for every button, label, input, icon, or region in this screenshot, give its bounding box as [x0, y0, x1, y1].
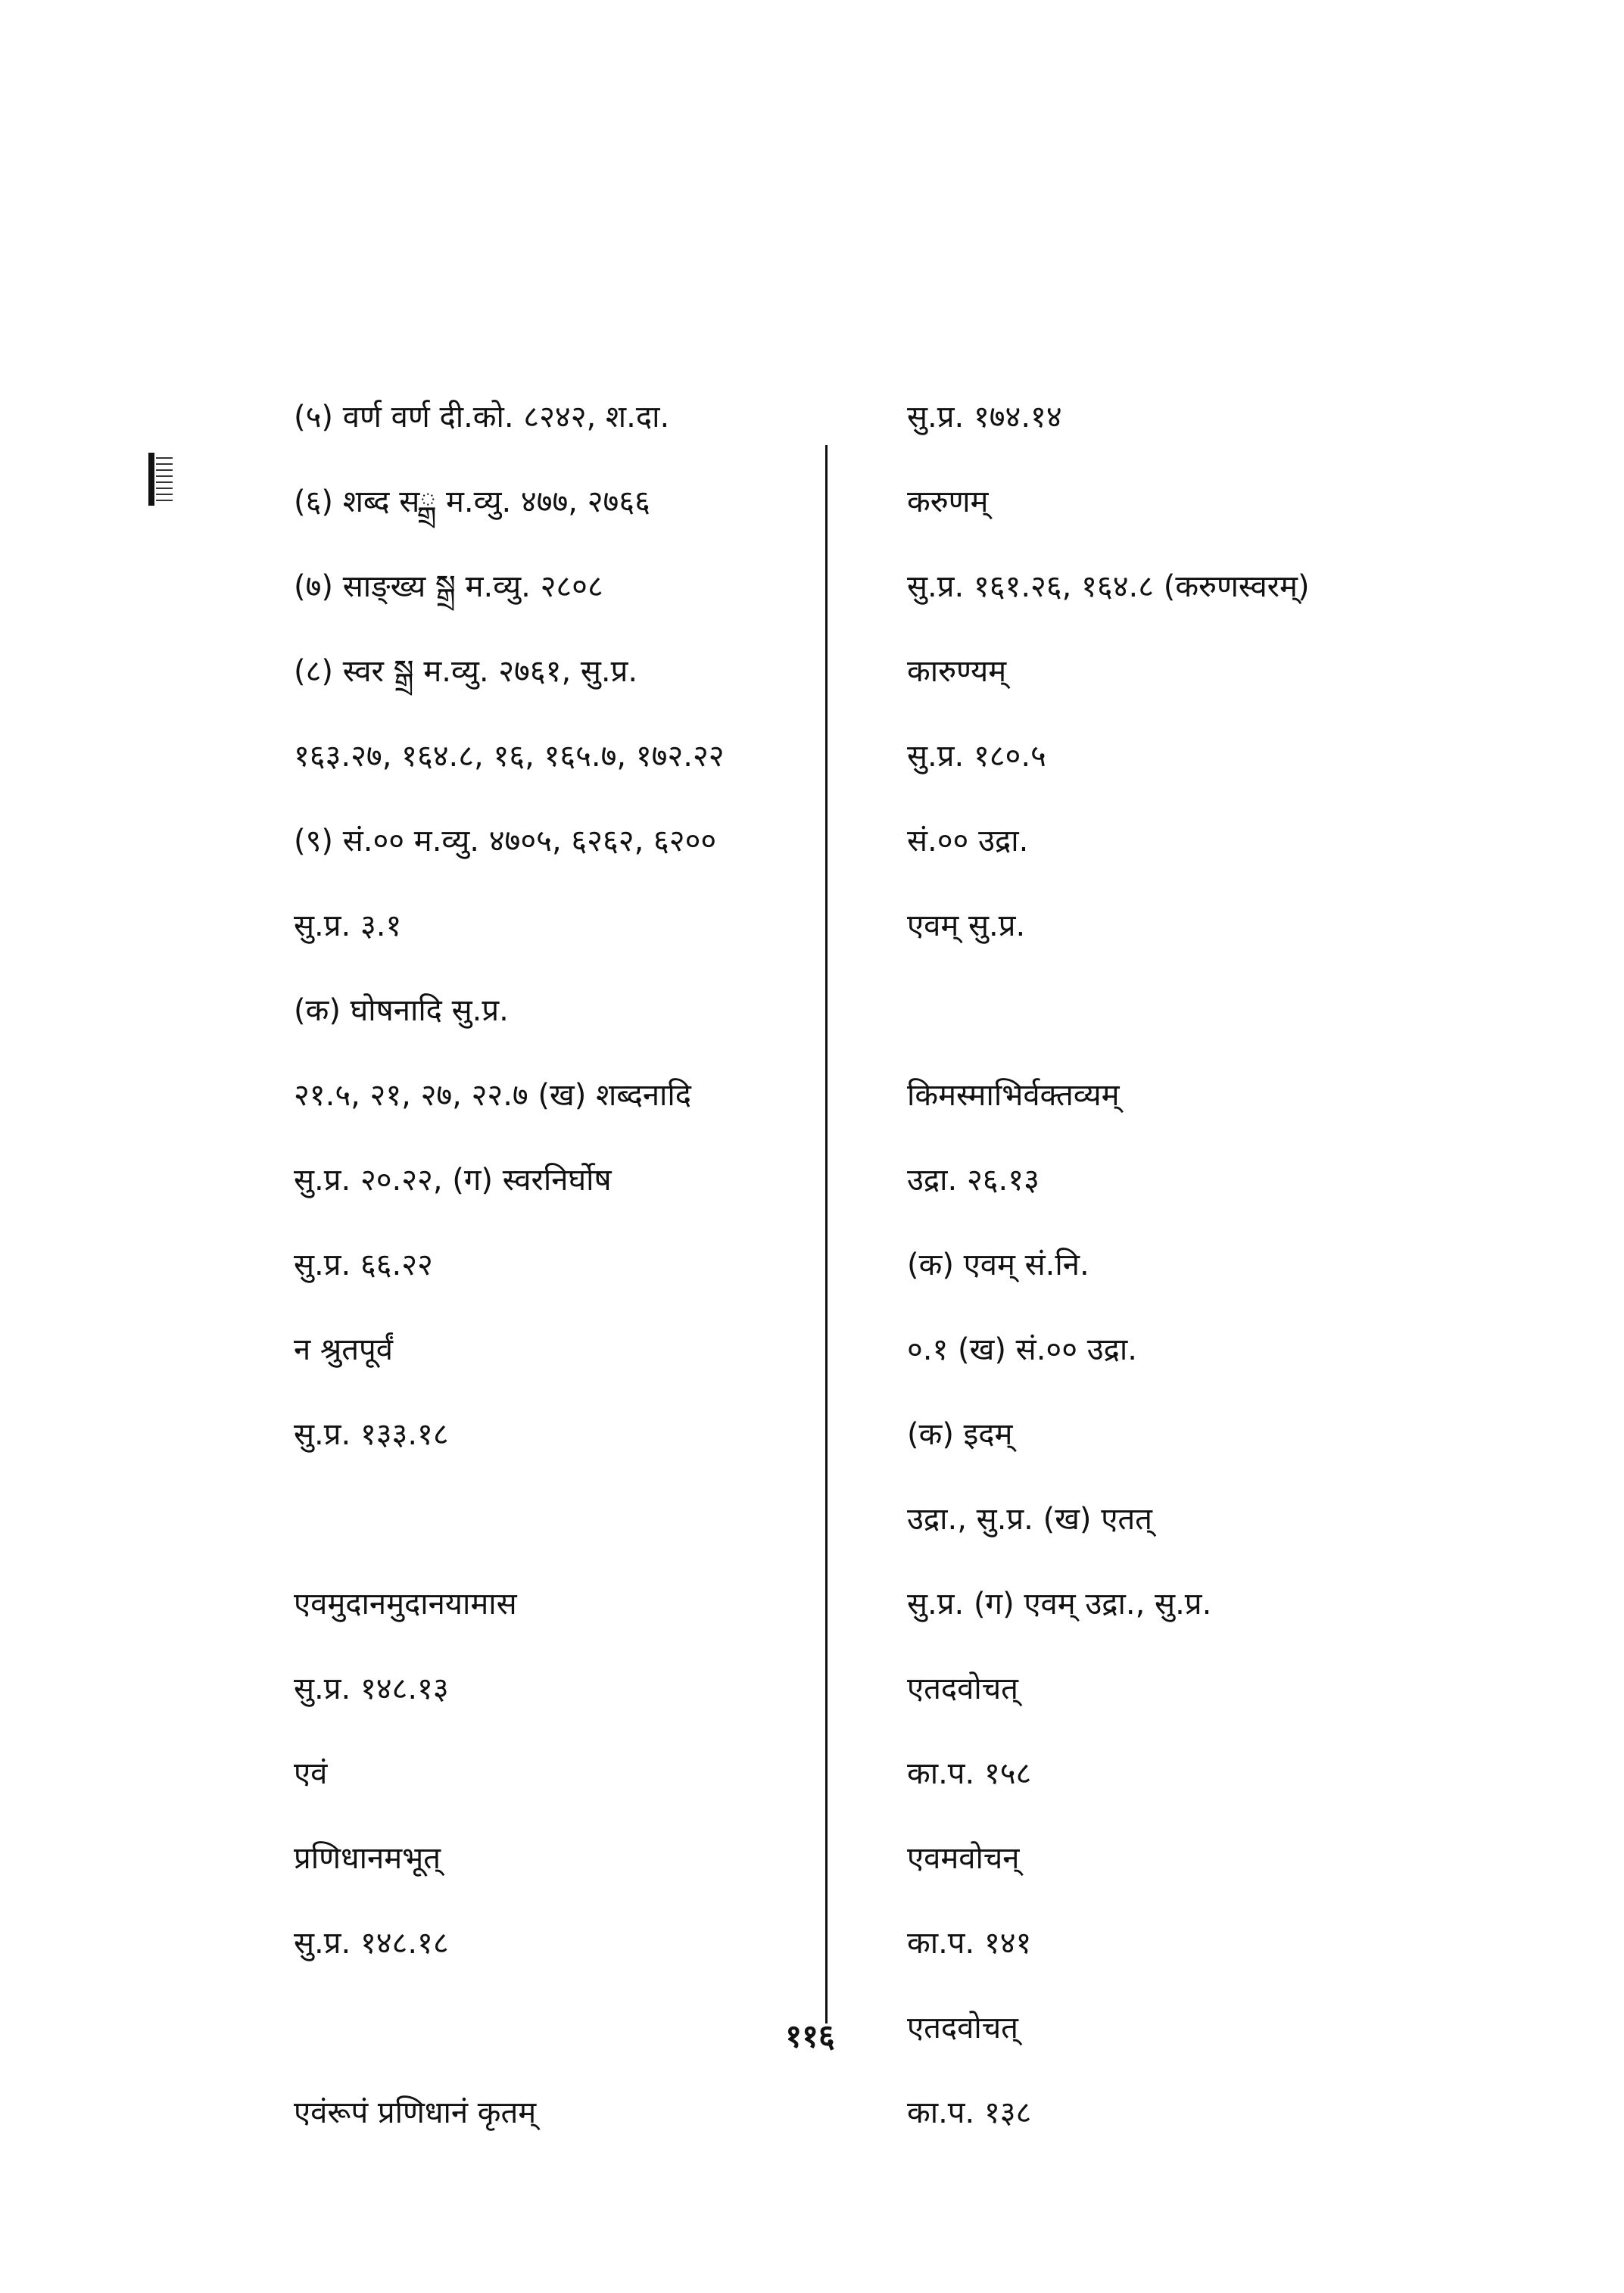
right-line: एतदवोचत्: [907, 2011, 1018, 2045]
right-line: [907, 968, 1452, 1053]
right-line: उद्रा. २६.१३: [907, 1163, 1040, 1198]
page-number: ११६: [785, 2017, 835, 2055]
margin-tick: [156, 494, 173, 495]
right-line: सु.प्र. (ग) एवम् उद्रा., सु.प्र.: [907, 1587, 1212, 1622]
right-line: ०.१ (ख) सं.०० उद्रा.: [907, 1332, 1137, 1367]
left-line: सु.प्र. ६६.२२: [294, 1248, 433, 1282]
left-line: सु.प्र. १४८.१८: [294, 1926, 449, 1961]
right-line: करुणम्: [907, 484, 989, 519]
margin-tick: [156, 469, 173, 471]
right-line: एतदवोचत्: [907, 1671, 1018, 1706]
right-line: (क) इदम्: [907, 1417, 1013, 1452]
left-line: सु.प्र. ३.१: [294, 908, 402, 943]
left-column: [294, 375, 839, 2155]
left-line: एवं: [294, 1756, 328, 1791]
margin-tick: [156, 475, 173, 477]
right-line: (क) एवम् सं.नि.: [907, 1248, 1089, 1282]
margin-bar: [148, 453, 154, 506]
left-line: (९) सं.०० म.व्यु. ४७०५, ६२६२, ६२००: [294, 824, 717, 858]
margin-tick: [156, 457, 173, 459]
left-line: (५) वर्ण वर्ण दी.को. ८२४२, श.दा.: [294, 400, 670, 435]
right-line: का.प. १३८: [907, 2095, 1032, 2130]
left-line: [294, 1477, 839, 1562]
left-line: १६३.२७, १६४.८, १६, १६५.७, १७२.२२: [294, 739, 725, 774]
right-line: का.प. १४१: [907, 1926, 1032, 1961]
right-line: सं.०० उद्रा.: [907, 824, 1029, 858]
left-line: सु.प्र. १४८.१३: [294, 1671, 449, 1706]
left-line: एवंरूपं प्रणिधानं कृतम्: [294, 2095, 537, 2130]
right-line: कारुण्यम्: [907, 654, 1007, 689]
margin-tick: [156, 488, 173, 489]
right-line: एवम् सु.प्र.: [907, 908, 1026, 943]
margin-tick: [156, 481, 173, 483]
left-line: (८) स्वर སྒྲ म.व्यु. २७६१, सु.प्र.: [294, 654, 638, 689]
right-line: सु.प्र. १६१.२६, १६४.८ (करुणस्वरम्): [907, 569, 1310, 604]
left-line: प्रणिधानमभूत्: [294, 1841, 441, 1876]
right-line: एवमवोचन्: [907, 1841, 1020, 1876]
margin-mark: [148, 453, 174, 506]
left-line: एवमुदानमुदानयामास: [294, 1587, 517, 1622]
left-line: सु.प्र. १३३.१८: [294, 1417, 449, 1452]
right-line: उद्रा., सु.प्र. (ख) एतत्: [907, 1502, 1152, 1537]
right-line: सु.प्र. १८०.५: [907, 739, 1046, 774]
left-line: (७) साङ्ख्य སྒྲ म.व्यु. २८०८: [294, 569, 603, 604]
column-divider: [825, 445, 828, 2024]
right-column: [907, 375, 1452, 2155]
left-line: न श्रुतपूर्वं: [294, 1332, 393, 1367]
left-line: २१.५, २१, २७, २२.७ (ख) शब्दनादि: [294, 1078, 691, 1113]
left-line: (६) शब्द सྒྲ म.व्यु. ४७७, २७६६: [294, 484, 650, 519]
left-line: सु.प्र. २०.२२, (ग) स्वरनिर्घोष: [294, 1163, 612, 1198]
margin-tick: [156, 463, 173, 465]
right-line: सु.प्र. १७४.१४: [907, 400, 1062, 435]
right-line: का.प. १५८: [907, 1756, 1032, 1791]
left-line: (क) घोषनादि सु.प्र.: [294, 993, 509, 1028]
right-line: किमस्माभिर्वक्तव्यम्: [907, 1078, 1120, 1113]
margin-tick: [156, 500, 173, 501]
